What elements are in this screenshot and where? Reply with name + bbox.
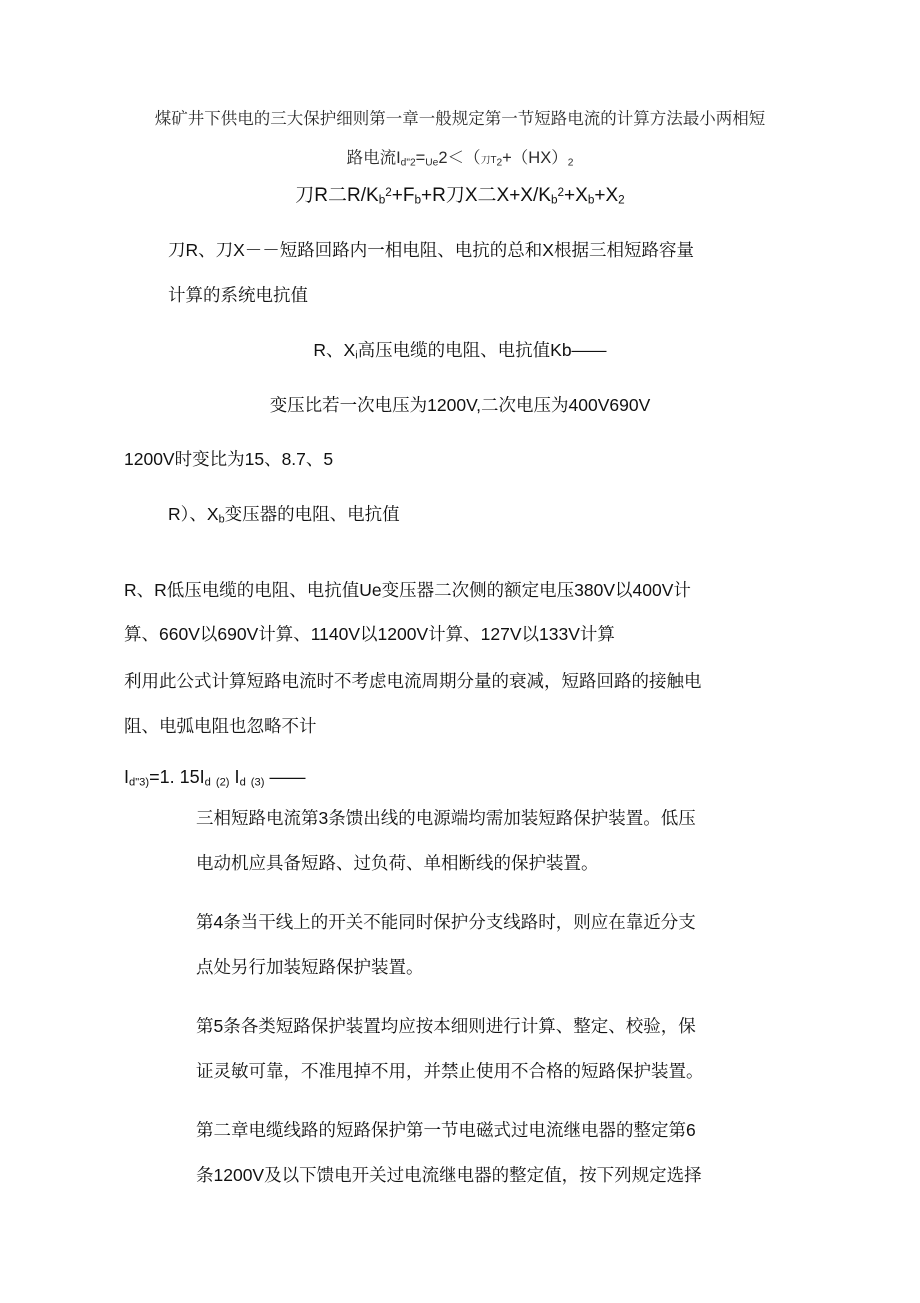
formula-inline-tail: 2＜（ — [438, 149, 481, 167]
transformer-impedance-definition — [168, 492, 800, 542]
formula-seg-1: 刀R二R/K — [295, 184, 379, 206]
formula2-i3: I — [234, 767, 240, 787]
calculation-note-line-2: 阻、电弧电阻也忽略不计 — [124, 716, 317, 736]
formula-inline-st: 刀T — [480, 155, 497, 166]
article-4-line-1: 第4条当干线上的开关不能同时保护分支线路时，则应在靠近分支 — [196, 912, 696, 932]
transformer-impedance-prefix: R）、X — [168, 504, 219, 524]
title-line-2-prefix: 路电流I — [346, 149, 401, 167]
formula2-i3-sup: (3) — [250, 776, 265, 789]
transformer-ratio-line: 变压比若一次电压为1200V,二次电压为400V690V — [269, 395, 651, 415]
formula2-i3-sub: d — [239, 776, 246, 789]
hv-cable-sub: i — [355, 349, 358, 362]
formula2-eq: =1. 15I — [149, 767, 205, 787]
formula-seg-5-sub: 2 — [618, 193, 625, 207]
formula2-i2-sup: (2) — [215, 776, 230, 789]
transformer-impedance-sub: b — [218, 513, 225, 526]
transformer-impedance-rest: 变压器的电阻、电抗值 — [224, 504, 400, 524]
article-5-line-2: 证灵敏可靠，不准甩掉不用，并禁止使用不合格的短路保护装置。 — [196, 1061, 704, 1081]
article-3-line-1: 三相短路电流第3条馈出线的电源端均需加装短路保护装置。低压 — [196, 808, 696, 828]
article-5-line-1: 第5条各类短路保护装置均应按本细则进行计算、整定、校验，保 — [196, 1016, 696, 1036]
formula-seg-2: +F — [391, 184, 415, 206]
hv-cable-rest: 高压电缆的电阻、电抗值Kb—— — [357, 340, 607, 360]
title-line-2 — [347, 149, 574, 167]
formula-seg-4-sub: b — [587, 193, 595, 207]
formula-seg-4: +X — [564, 184, 588, 206]
article-3-line-2: 电动机应具备短路、过负荷、单相断线的保护装置。 — [196, 853, 599, 873]
formula2-dash: —— — [269, 767, 306, 787]
formula2-i2-sub: d — [204, 776, 211, 789]
lv-cable-line-1: R、R低压电缆的电阻、电抗值Ue变压器二次侧的额定电压380V以400V计 — [124, 580, 691, 600]
formula-inline-sub: d"2 — [400, 157, 416, 169]
sigma-definition-line-2: 计算的系统电抗值 — [168, 285, 308, 305]
formula-sum-impedance — [124, 176, 796, 218]
chapter-2-line-1: 第二章电缆线路的短路保护第一节电磁式过电流继电器的整定第6 — [196, 1120, 696, 1140]
hv-cable-definition — [124, 328, 796, 378]
formula-seg-3-sub: b — [550, 193, 558, 207]
formula-seg-3-sup: 2 — [557, 186, 565, 199]
formula-seg-3: +R刀X二X+X/K — [421, 184, 551, 206]
formula-seg-2-sub: b — [414, 193, 422, 207]
formula-inline-sq1: 2 — [496, 157, 503, 169]
formula-seg-5: +X — [594, 184, 619, 206]
formula-seg-1-sup: 2 — [385, 186, 392, 199]
chapter-2-line-2: 条1200V及以下馈电开关过电流继电器的整定值，按下列规定选择 — [196, 1165, 702, 1185]
formula2-i1: I — [124, 767, 130, 787]
formula2-i1-sub: d"3) — [129, 776, 150, 789]
document-title — [124, 100, 796, 182]
formula-inline-ue: Ue — [425, 157, 439, 169]
formula-inline-plus: +（HX） — [502, 149, 568, 167]
title-line-1: 煤矿井下供电的三大保护细则第一章一般规定第一节短路电流的计算方法最小两相短 — [154, 110, 766, 128]
article-4-line-2: 点处另行加装短路保护装置。 — [196, 957, 424, 977]
formula-seg-1-sub: b — [378, 193, 386, 207]
formula-inline-sq2: 2 — [567, 157, 574, 169]
transformer-ratio-values: 1200V时变比为15、8.7、5 — [124, 449, 334, 469]
formula-inline-eq: = — [415, 149, 426, 167]
lv-cable-line-2: 算、660V以690V计算、1140V以1200V计算、127V以133V计算 — [124, 624, 615, 644]
hv-cable-prefix: R、X — [313, 340, 356, 360]
calculation-note-line-1: 利用此公式计算短路电流时不考虑电流周期分量的衰减，短路回路的接触电 — [124, 671, 702, 691]
sigma-definition-line-1: 刀R、刀X－－短路回路内一相电阻、电抗的总和X根据三相短路容量 — [168, 240, 694, 260]
